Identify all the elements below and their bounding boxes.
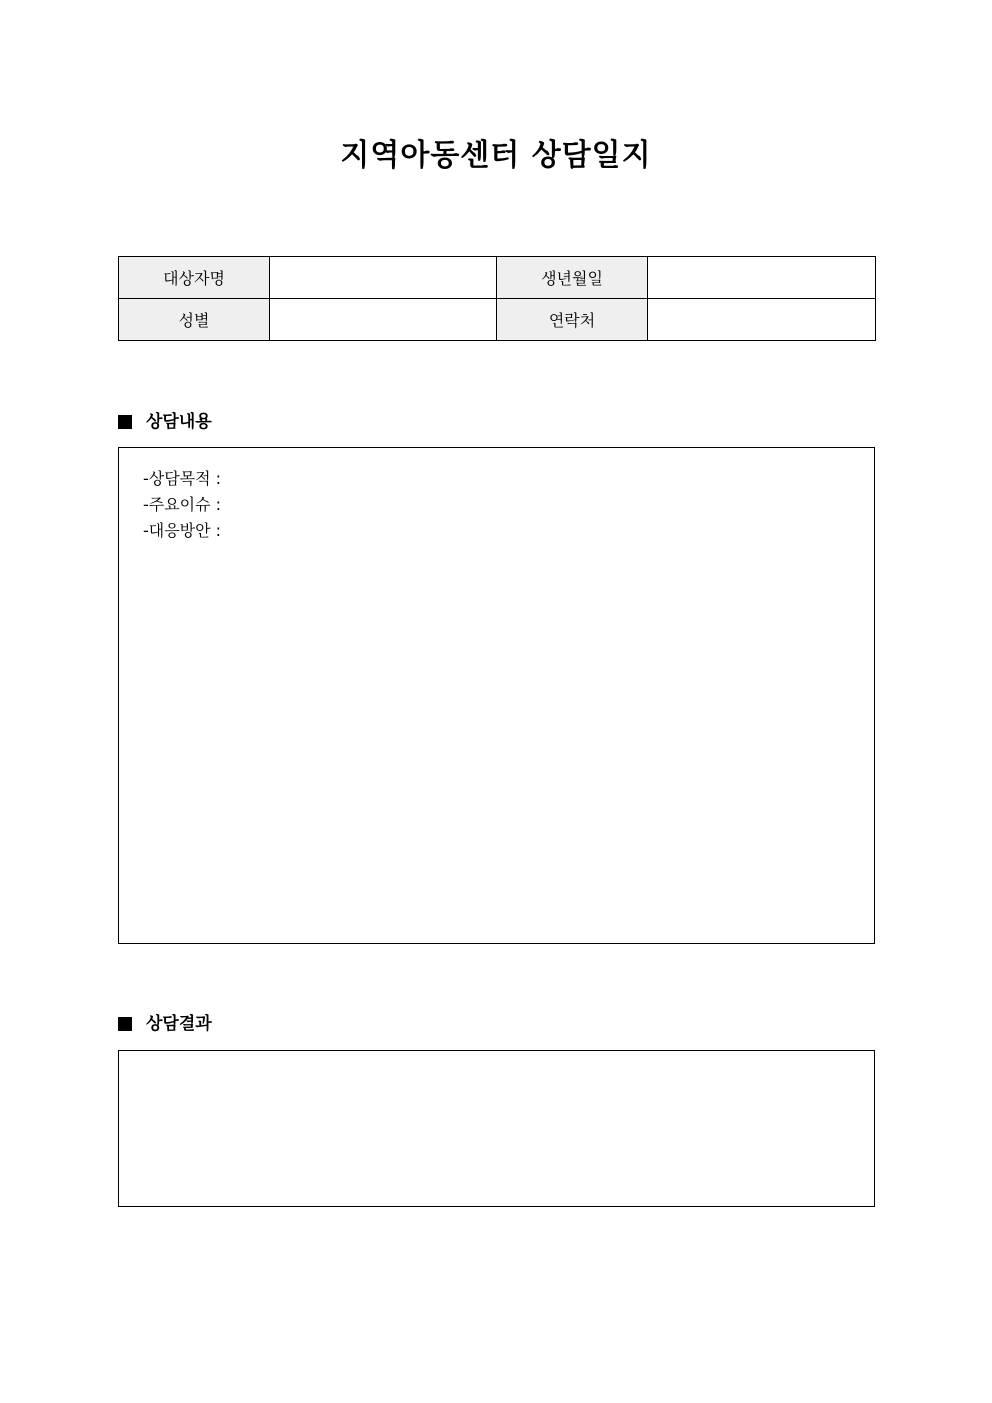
page-title: 지역아동센터 상담일지: [340, 138, 652, 173]
consultation-content-heading-text: 상담내용: [146, 412, 212, 432]
consultation-content-heading: [118, 410, 212, 434]
name-field[interactable]: [270, 257, 497, 299]
birthdate-field[interactable]: [648, 257, 876, 299]
consultation-result-heading-text: 상담결과: [146, 1014, 212, 1034]
response-plan-line: -대응방안 :: [143, 521, 222, 540]
main-issue-line: -주요이슈 :: [143, 495, 222, 514]
gender-label: 성별: [119, 299, 270, 341]
square-bullet-icon: [118, 1017, 132, 1031]
info-table: [118, 256, 876, 341]
name-label: 대상자명: [119, 257, 270, 299]
table-row: [119, 257, 876, 299]
consultation-content-box[interactable]: [118, 447, 875, 944]
consultation-purpose-line: -상담목적 :: [143, 469, 222, 488]
birthdate-label: 생년월일: [497, 257, 648, 299]
table-row: [119, 299, 876, 341]
consultation-result-box[interactable]: [118, 1050, 875, 1207]
contact-label: 연락처: [497, 299, 648, 341]
consultation-result-heading: [118, 1012, 212, 1036]
consultation-content-lines: [143, 466, 221, 544]
gender-field[interactable]: [270, 299, 497, 341]
square-bullet-icon: [118, 415, 132, 429]
contact-field[interactable]: [648, 299, 876, 341]
